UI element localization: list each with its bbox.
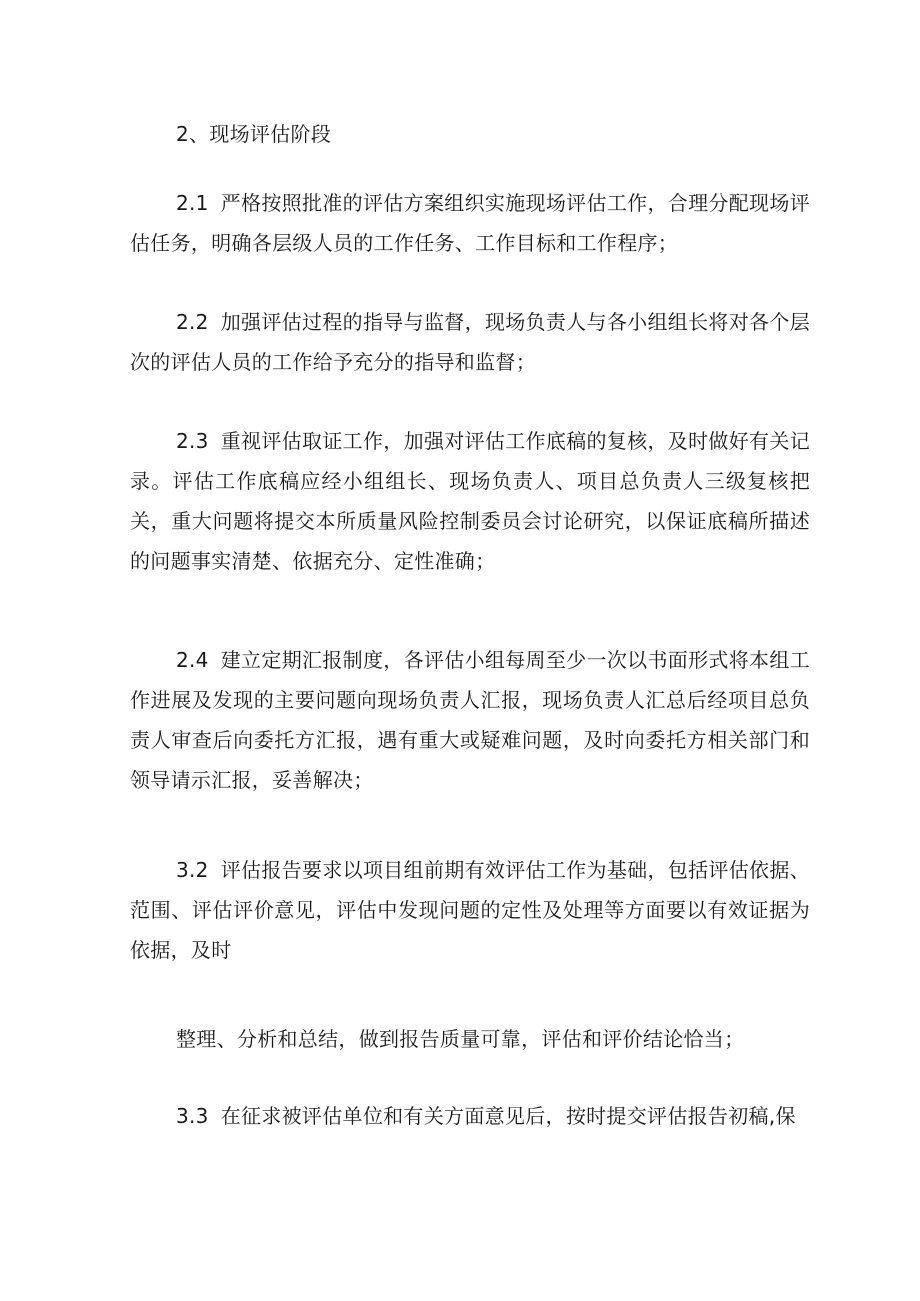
- paragraph-text: 评估报告要求以项目组前期有效评估工作为基础，包括评估依据、范围、评估评价意见，评估中发现问题的定性及处理等方面要以有效证据为依据，及时: [130, 858, 810, 962]
- paragraph-text: 加强评估过程的指导与监督，现场负责人与各小组组长将对各个层次的评估人员的工作给予充分的指导和监督；: [130, 310, 810, 374]
- paragraph-2-2: [130, 302, 810, 382]
- paragraph-text: 在征求被评估单位和有关方面意见后，按时提交评估报告初稿,保: [220, 1104, 796, 1128]
- paragraph-number: 2.4: [176, 648, 209, 672]
- section-heading-text: 2、现场评估阶段: [176, 122, 332, 146]
- paragraph-number: 2.2: [176, 310, 209, 334]
- paragraph-3-2: [130, 850, 810, 970]
- paragraph-text: 整理、分析和总结，做到报告质量可靠，评估和评价结论恰当；: [176, 1027, 745, 1051]
- paragraph-2-4: [130, 640, 810, 800]
- paragraph-text: 重视评估取证工作，加强对评估工作底稿的复核，及时做好有关记录。评估工作底稿应经小组组长、现场负责人、项目总负责人三级复核把关，重大问题将提交本所质量风险控制委员会讨论研究，以保证底稿所描述的问题事实清楚、依据充分、定性准确；: [130, 429, 810, 573]
- paragraph-3-3: [130, 1096, 810, 1136]
- paragraph-text: 建立定期汇报制度，各评估小组每周至少一次以书面形式将本组工作进展及发现的主要问题向现场负责人汇报，现场负责人汇总后经项目总负责人审查后向委托方汇报，遇有重大或疑难问题，及时向委托方相关部门和领导请示汇报，妥善解决；: [130, 648, 810, 792]
- paragraph-2-3: [130, 421, 810, 581]
- section-heading: [130, 114, 810, 154]
- paragraph-number: 2.3: [176, 429, 209, 453]
- paragraph-number: 2.1: [176, 191, 209, 215]
- paragraph-3-2-continued: [130, 1019, 810, 1059]
- paragraph-2-1: [130, 183, 810, 263]
- paragraph-number: 3.3: [176, 1104, 209, 1128]
- paragraph-number: 3.2: [176, 858, 209, 882]
- paragraph-text: 严格按照批准的评估方案组织实施现场评估工作，合理分配现场评估任务，明确各层级人员的工作任务、工作目标和工作程序；: [130, 191, 810, 255]
